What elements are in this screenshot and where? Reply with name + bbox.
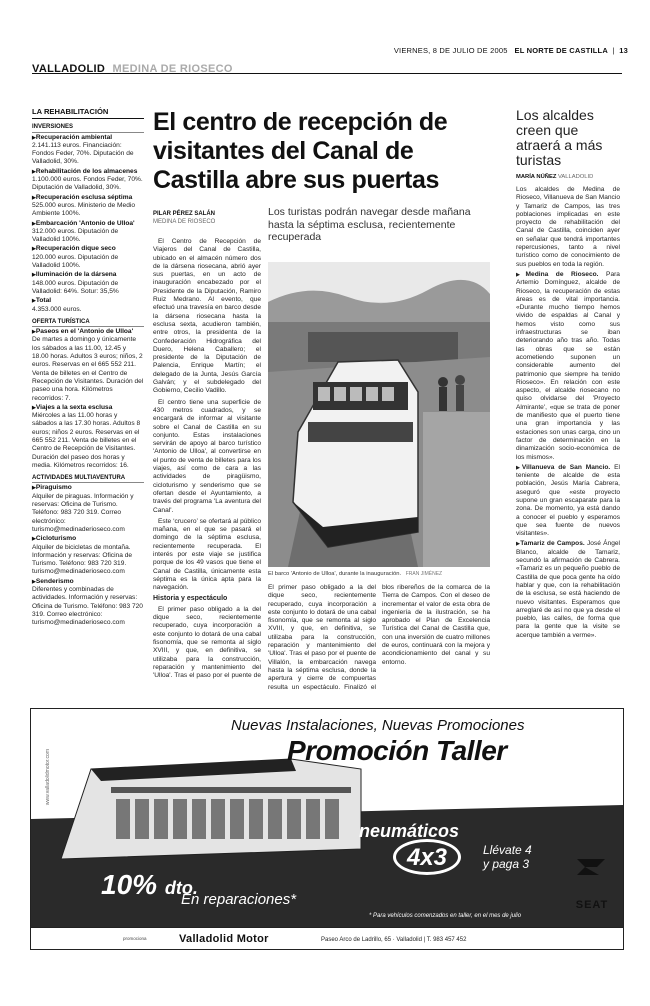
sidebar-item-title: ▶ Viajes a la sexta esclusa [32, 404, 144, 412]
sidebar-list-item [32, 328, 144, 403]
sidebar-item-title: ▶ Recuperación ambiental [32, 134, 144, 142]
author-location: MEDINA DE RIOSECO [153, 219, 216, 225]
seat-logo-icon [567, 879, 617, 899]
ad-tyres-label: neumáticos [359, 821, 460, 841]
page-header-meta: VIERNES, 8 DE JULIO DE 2005 EL NORTE DE CASTILLA | 13 [393, 46, 628, 55]
sidebar-item-text: Alquiler de bicicletas de montaña. Información y reservas: Oficina de Turismo. Teléfono: 983 720 319. turismo@medinaderioseco.com [32, 543, 133, 576]
article-subtitle: Los turistas podrán navegar desde mañana hasta la séptima esclusa, recientemente recuperada [268, 206, 471, 243]
header-date: VIERNES, 8 DE JULIO DE 2005 [393, 46, 508, 55]
right-article-title: Los alcaldes creen que atraerá a más turistas [516, 107, 603, 168]
sidebar-item-title: ▶ Piraguismo [32, 484, 144, 492]
paragraph [516, 271, 620, 462]
right-author: MARÍA NÚÑEZ [516, 174, 557, 180]
sidebar-item-text: Diferentes y combinadas de actividades. Información y reservas: Oficina de Turismo. Teléfono: 983 720 319. Correo electrónico: turismo@medinaderioseco.com [32, 586, 143, 627]
ad-footnote: * Para vehículos comenzados en taller, en el mes de julio [369, 913, 522, 919]
block-heading: ▶ Villanueva de San Mancio. [516, 464, 610, 471]
sidebar-item-title: ▶ Senderismo [32, 578, 144, 586]
sidebar-list-item [32, 194, 144, 219]
paragraph [516, 464, 620, 539]
sidebar-item-text: 525.000 euros. Ministerio de Medio Ambiente 100%. [32, 201, 135, 218]
sidebar-item-text: 1.100.000 euros. Fondos Feder, 70%. Diputación de Valladolid, 30%. [32, 176, 143, 192]
paragraph [516, 540, 620, 640]
paragraph: Este ‘crucero’ se ofertará al público mañana, en el que se pasará el domingo de la séptima esclusa, recientemente recuperada. El interés por este viaje se justifica porque de los 49 vasos que tiene el Canal de Castilla, únicamente esta séptima es la única apta para la navegación. [153, 517, 261, 592]
right-article [516, 108, 620, 656]
photo-credit: FRAN JIMÉNEZ [405, 571, 443, 577]
sidebar-title: LA REHABILITACIÓN [32, 108, 144, 119]
sidebar-item-title: ▶ Cicloturismo [32, 535, 144, 543]
sidebar-item-text: 4.353.000 euros. [32, 305, 82, 313]
sidebar-item-title: ▶ Embarcación 'Antonio de Ulloa' [32, 220, 144, 228]
sidebar-item-title: ▶ Iluminación de la dársena [32, 271, 144, 279]
sidebar-group-heading: ACTIVIDADES MULTIAVENTURA [32, 474, 144, 483]
right-article-body [516, 186, 620, 656]
sidebar-list-item [32, 168, 144, 193]
ad-website: www.valladolidmotor.com [45, 749, 51, 806]
sidebar-item-text: 120.000 euros. Diputación de Valladolid 100%. [32, 253, 119, 270]
ad-offer-line-1: Llévate 4 [483, 843, 532, 857]
block-heading: ▶ Tamariz de Campos. [516, 540, 585, 547]
sidebar-list-item [32, 484, 144, 534]
block-heading: ▶ Medina de Rioseco. [516, 271, 599, 278]
article-column-3 [382, 584, 490, 692]
sidebar-item-title: ▶ Total [32, 297, 144, 305]
article-photo [268, 262, 490, 567]
sidebar-groups [32, 123, 144, 627]
paragraph: Los alcaldes de Medina de Rioseco, Villanueva de San Mancio y Tamariz de Campos, las tres poblaciones implicadas en este proyecto de rehabilitación del Canal de Castilla, coinciden ayer en señalar que tendrá importantes repercusiones, tanto a nivel turístico como de conocimiento de sus pueblos en toda la región. [516, 186, 620, 268]
header-paper: EL NORTE DE CASTILLA [514, 46, 608, 55]
sidebar-list-item [32, 578, 144, 628]
sidebar-item-text: 2.141.113 euros. Financiación: Fondos Feder, 70%. Diputación de Valladolid, 30%. [32, 141, 134, 166]
ad-footer-bar [31, 927, 624, 950]
article-byline [153, 210, 263, 226]
sidebar-list-item [32, 404, 144, 470]
ad-title: Promoción Taller [287, 735, 507, 766]
sidebar-item-title: ▶ Recuperación dique seco [32, 245, 144, 253]
section-title: VALLADOLID [32, 63, 106, 75]
right-article-byline [516, 174, 620, 180]
ad-discount-text: En reparaciones* [181, 891, 297, 908]
sidebar-item-text: 312.000 euros. Diputación de Valladolid 100%. [32, 227, 119, 244]
sidebar-group-heading: INVERSIONES [32, 123, 144, 132]
article-column-2 [268, 584, 376, 692]
boat-photo-illustration [268, 262, 490, 567]
photo-caption [268, 571, 490, 577]
article-headline: El centro de recepción de visitantes del Canal de Castilla abre sus puertas [153, 108, 448, 194]
ad-offer-text [483, 843, 532, 871]
sidebar-list-item [32, 297, 144, 314]
caption-text: El barco 'Antonio de Ulloa', durante la inauguración. [268, 571, 402, 577]
block-text: Para Artemio Domínguez, alcalde de Rioseco, la recuperación de estas áreas es de vital importancia. «Durante mucho tiempo hemos vivido de espaldas al Canal y hemos visto como sus infraestructuras se iban deteriorando año tras año. Todas las obras que se están acometiendo suponen un considerable aumento del patrimonio que siempre ha tenido Rioseco». En relación con este aspecto, el alcalde riosecano no quiso olvidarse del 'Proyecto Almirante', «que se trata de poner de manifiesto que el puerto tiene una gran importancia y las estaciones son unas carga, cino un factor de determinación en la dinamización socio-económica de los mismos». [516, 270, 620, 461]
ad-address: Paseo Arco de Ladrillo, 65 · Valladolid | T. 983 457 452 [321, 937, 467, 943]
block-text: El teniente de alcalde de esta población, Jesús María Cabrera, aseguró que «este proyecto supone un gran escaparate para la zona. De momento, ya está dando a conocer el pueblo y esperamos que sea fuente de nuevos visitantes». [516, 463, 620, 538]
sidebar-item-title: ▶ Paseos en el 'Antonio de Ulloa' [32, 328, 144, 336]
sidebar-item-text: De martes a domingo y únicamente los sábados a las 11.00, 12.45 y 18.00 horas. Adultos 3 euros; niños, 2 euros. Reservas en el 665 552 211. Venta de billetes en el Centro de Recepción de Visitantes. Duración del paseo una hora. Kilómetros recorridos: 7. [32, 336, 144, 402]
paragraph: El primer paso obligado a la del dique seco, recientemente recuperado, cuya incorporación a este conjunto lo dotará de una cabal fisonomía, que se remonta al siglo XVIII, y que, en definitiva, se utilizaba para la construcción, reparación y mantenimiento del 'Ulloa'. Tras el paso por el puente de [153, 605, 261, 679]
article-subheading: Historia y espectáculo [153, 595, 228, 603]
sidebar-item-title: ▶ Recuperación esclusa séptima [32, 194, 144, 202]
sidebar-group-heading: OFERTA TURÍSTICA [32, 318, 144, 327]
sidebar-item-text: Miércoles a las 11.00 horas y sábados a las 17.30 horas. Adultos 8 euros; niños 2 euros. Reservas en el 665 552 211. Venta de billetes en el Centro de Recepción de Visitantes. Duración del paseo dos horas y media. Kilómetros recorridos: 16. [32, 412, 141, 469]
sidebar-item-title: ▶ Rehabilitación de los almacenes [32, 168, 144, 176]
ad-brand [567, 879, 617, 911]
ad-discount-value: 10% [101, 869, 158, 900]
right-location: VALLADOLID [558, 174, 594, 180]
paragraph: blos ribereños de la comarca de la Tierra de Campos. Con el deseo de incrementar el valor de esta obra de ingeniería de la ilustración, se ha aprobado el Plan de Excelencia Turística del Canal de Castilla que, con una inversión de cuatro millones de euros, continuará con la mejora y acondicionamiento del canal y su entorno. [382, 584, 490, 666]
paragraph: El centro tiene una superficie de 430 metros cuadrados, y se encargará de informar al visitante sobre el Canal de Castilla en su conjunto. Estas instalaciones servirán de apoyo al barco turístico 'Antonio de Ulloa', al convertirse en el punto de venta de billetes para los viajes, así como de cara a las actividades de piragüismo, cicloturismo y senderismo que se ofertan desde el Ayuntamiento, a través del programa 'La aventura del Canal'. [153, 398, 261, 514]
header-page-number: 13 [619, 46, 628, 55]
advertisement [30, 708, 624, 950]
building-illustration [61, 759, 361, 859]
ad-brand-name: SEAT [575, 899, 609, 911]
paragraph [268, 584, 376, 692]
col2-text: El primer paso obligado a la del dique seco, recientemente recuperado, cuya incorporación a este conjunto lo dotará de una cabal fisonomía, que se remonta al siglo XVIII, y que, en definitiva, se utilizaba para la construcción, reparación y mantenimiento del 'Ulloa'. Tras el paso por el puente de Villalón, la embarcación navega hasta la séptima esclusa, donde la apertura y cierre de compuertas resulta un espectáculo. Finalizó el [268, 584, 376, 691]
sidebar-item-text: 148.000 euros. Diputación de Valladolid: 64%. Sotur: 35,5% [32, 279, 119, 295]
section-bar [32, 59, 622, 74]
ad-discount-unit: dto. [164, 878, 198, 898]
section-subtitle: MEDINA DE RIOSECO [112, 63, 233, 75]
sidebar-box [32, 108, 144, 629]
ad-offer-badge: 4x3 [393, 839, 461, 875]
sidebar-list-item [32, 535, 144, 576]
ad-slogan: Nuevas Instalaciones, Nuevas Promociones [231, 717, 525, 734]
author-name: PILAR PÉREZ SALÁN [153, 211, 216, 217]
sidebar-list-item [32, 220, 144, 245]
sidebar-list-item [32, 271, 144, 296]
sidebar-list-item [32, 245, 144, 270]
ad-dealer-name: Valladolid Motor [179, 933, 269, 945]
block-text: José Ángel Blanco, alcalde de Tamariz, secundó la afirmación de Cabrera. «Tamariz es un pequeño pueblo de Castilla de que poca gente ha oído hablar y que, con la rehabilitación de la esclusa, se está haciendo de nuevo visitantes. Esperamos que arreglaré de así no que ya desde el pueblo, las calles, de forma que para la gente que la visite se acerque también a verme». [516, 540, 620, 639]
paragraph: El Centro de Recepción de Viajeros del Canal de Castilla, ubicado en el almacén número dos de la dársena riosecana, abrió ayer sus puertas, en un acto de inauguración encabezado por el Presidente de la Diputación, Ramiro Ruiz Medrano. Al evento, que efectuó una travesía en barco desde la dársena riosecana hasta la esclusa sexta, acudieron también, entre otros, la presidenta de la Confederación Hidrográfica del Duero, Helena Caballero; el presidente de la Diputación de Palencia, Enrique Martín; el delegado de la Junta, Jesús García Galván; y el subdelegado del Gobierno, Cecilio Vadillo. [153, 238, 261, 395]
ad-offer-line-2: y paga 3 [483, 857, 530, 871]
ad-promoted-by: promociona [123, 936, 147, 941]
article-column-1 [153, 238, 261, 682]
sidebar-list-item [32, 134, 144, 167]
sidebar-item-text: Alquiler de piraguas. Información y reservas: Oficina de Turismo. Teléfono: 983 720 319. Correo electrónico: turismo@medinaderioseco.com [32, 492, 134, 533]
